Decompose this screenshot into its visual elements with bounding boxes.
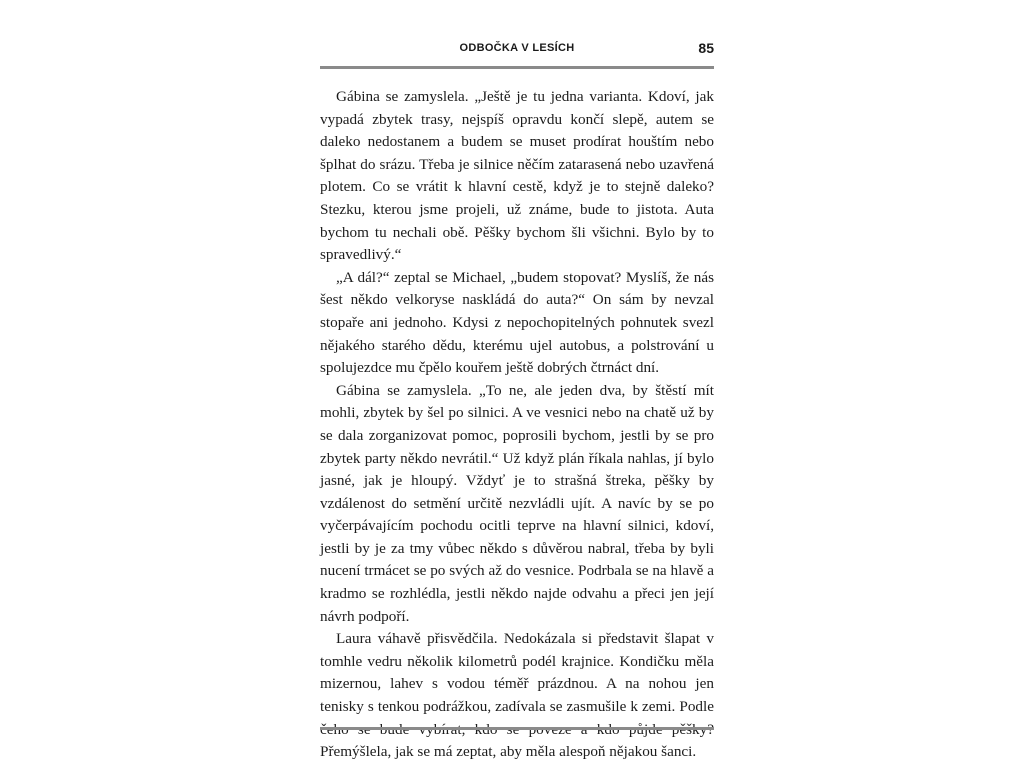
header-rule [320, 66, 714, 69]
paragraph: „A dál?“ zeptal se Michael, „budem stopovat? Myslíš, že nás šest někdo velkoryse naskládá do auta?“ On sám by nevzal stopaře ani jednoho. Kdysi z nepochopitelných pohnutek svezl nějakého starého dědu, kterému ujel autobus, a polstrování u spolujezdce mu čpělo kouřem ještě dobrých čtrnáct dní. [320, 268, 714, 377]
paragraph: Gábina se zamyslela. „To ne, ale jeden dva, by štěstí mít mohli, zbytek by šel po silnici. A ve vesnici nebo na chatě už by se dala zorganizovat pomoc, poprosili bychom, jestli by se pro zbytek party někdo nevrátil.“ Už když plán říkala nahlas, jí bylo jasné, jak je hloupý. Vždyť je to strašná štreka, pěšky by vzdálenost do setmění určitě nezvládli ujít. A navíc by se po vyčerpávajícím pochodu ocitli teprve na hlavní silnici, kdoví, jestli by je za tmy vůbec někdo s důvěrou nabral, třeba by byli nucení trmácet se po svých až do vesnice. Podrbala se na hlavě a kradmo se rozhlédla, jestli někdo najde odvahu a přeci jen její návrh podpoří. [320, 381, 714, 625]
body-text [320, 86, 714, 764]
paragraph: Laura váhavě přisvědčila. Nedokázala si představit šlapat v tomhle vedru několik kilometrů podél krajnice. Kondičku měla mizernou, lahev s vodou téměř prázdnou. A na nohou jen tenisky s tenkou podrážkou, zadívala se zasmušile k zemi. Podle Přemýšlela, jak se má zeptat, aby měla alespoň nějakou šanci. [320, 630, 714, 761]
page-header [320, 40, 714, 62]
page-number: 85 [698, 40, 714, 56]
running-title: ODBOČKA V LESÍCH [459, 42, 575, 54]
footer-rule [320, 727, 714, 730]
paragraph: Gábina se zamyslela. „Ještě je tu jedna varianta. Kdoví, jak vypadá zbytek trasy, nejspíš opravdu končí slepě, autem se daleko nedostanem a budem se muset prodírat houštím nebo šplhat do srázu. Třeba je silnice něčím zatarasená nebo uzavřená plotem. Co se vrátit k hlavní cestě, když je to stejně daleko? Stezku, kterou jsme projeli, už známe, bude to jistota. Auta bychom tu nechali obě. Pěšky bychom šli všichni. Bylo by to spravedlivý.“ [320, 88, 714, 264]
